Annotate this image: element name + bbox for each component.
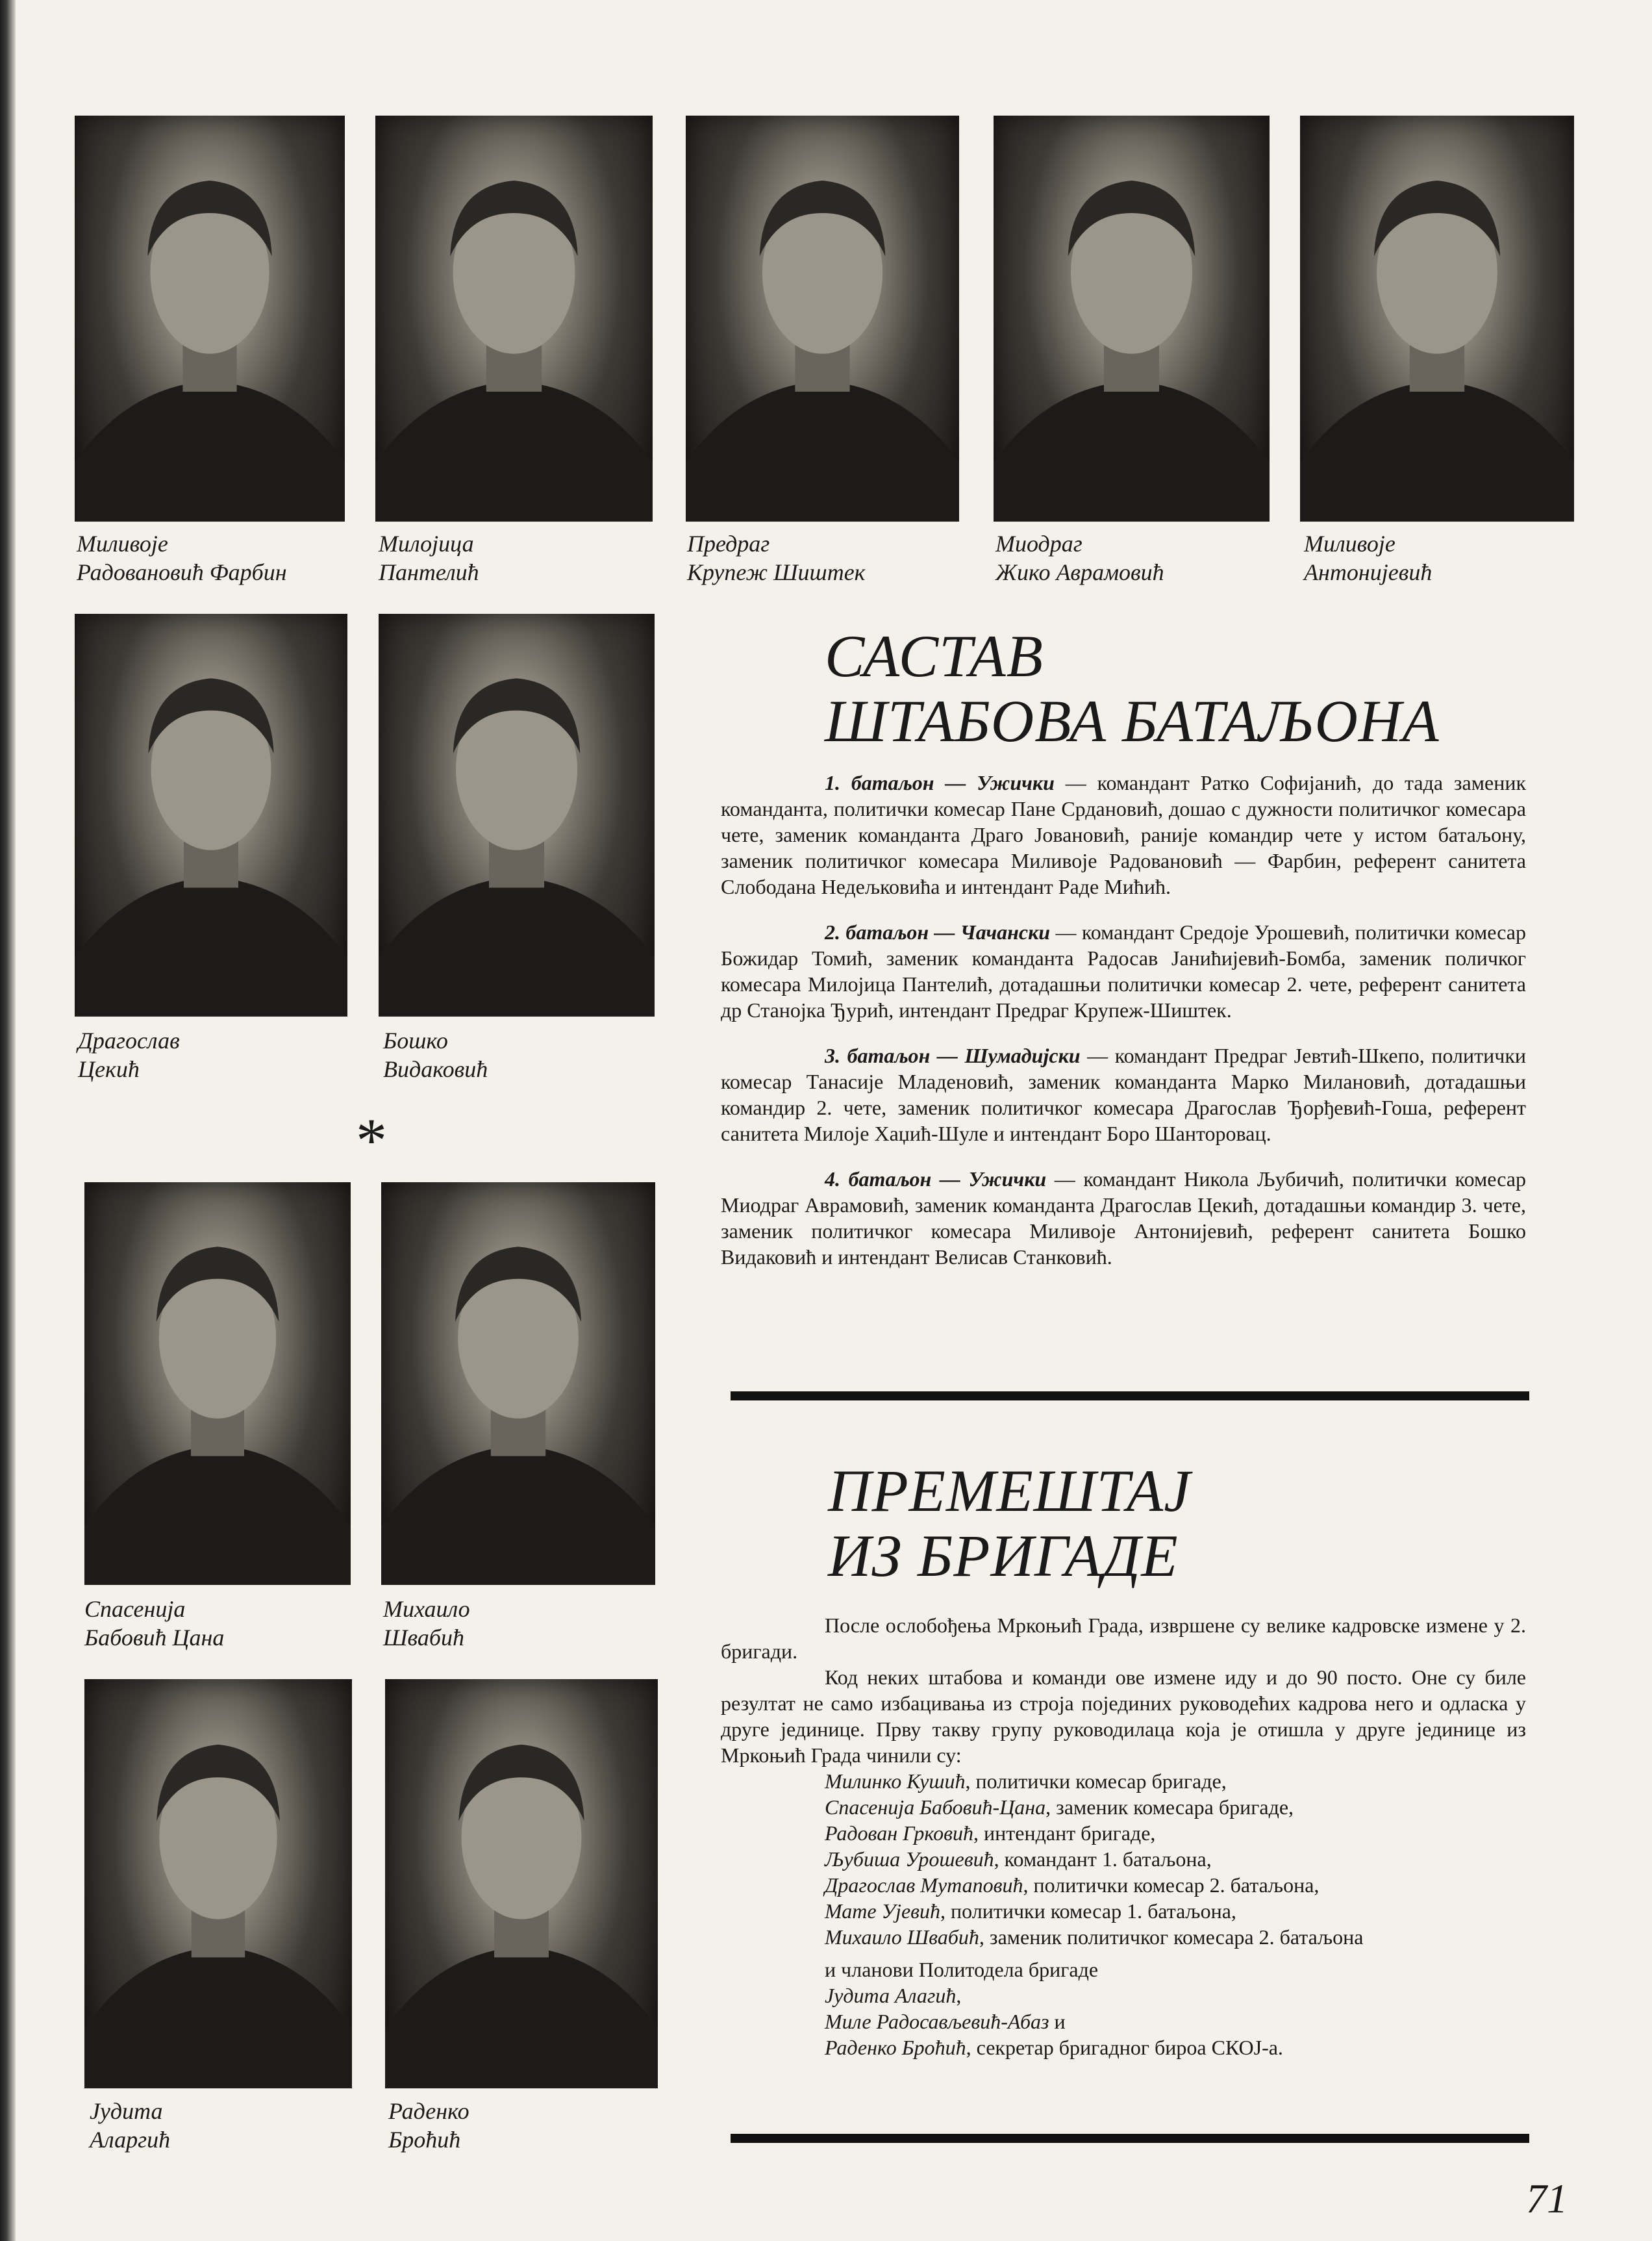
silhouette-shoulders [84, 1947, 352, 2088]
portrait-silhouette [84, 1182, 351, 1585]
portrait-photo-7 [379, 614, 655, 1017]
list-item: Мате Ујевић, политички комесар 1. батаљона, [825, 1899, 1236, 1923]
list-item: Михаило Швабић, заменик политичког комесара 2. батаљона [825, 1925, 1364, 1949]
portrait-photo-10 [84, 1679, 352, 2088]
portrait-photo-2 [375, 116, 653, 522]
list-item: Радован Грковић, интендант бригаде, [825, 1821, 1156, 1845]
battalion-staffs-text [721, 770, 1526, 1289]
list-item: Милинко Кушић, политички комесар бригаде, [825, 1769, 1227, 1793]
portrait-silhouette [686, 116, 959, 522]
silhouette-shoulders [75, 877, 347, 1017]
silhouette-shoulders [994, 381, 1270, 522]
section-title-battalion-staffs: САСТАВ ШТАБОВА БАТАЉОНА [825, 623, 1440, 754]
portrait-silhouette [375, 116, 653, 522]
silhouette-shoulders [381, 1445, 655, 1585]
portrait-silhouette [75, 614, 347, 1017]
photo-caption-10: Јудита Аларгић [90, 2098, 171, 2153]
photo-caption-5: Миливоје Антонијевић [1304, 531, 1433, 585]
portrait-silhouette [84, 1679, 352, 2088]
portrait-photo-8 [84, 1182, 351, 1585]
page-number: 71 [1526, 2175, 1568, 2222]
page-gutter-shadow [0, 0, 16, 2241]
paragraph-battalion-3: 3. батаљон — Шумадијски — командант Предраг Јевтић-Шкепо, политички комесар Танасије Младеновић, заменик команданта Марко Милановић, дотадашњи командир 2. чете, заменик политичког комесара Драгослав Ђорђевић-Гоша, референт санитета Милоје Хаџић-Шуле и интендант Боро Шанторовац. [721, 1044, 1527, 1145]
portrait-silhouette [379, 614, 655, 1017]
silhouette-shoulders [375, 381, 653, 522]
photo-caption-4: Миодраг Жико Аврамовић [995, 531, 1164, 585]
portrait-photo-5 [1300, 116, 1574, 522]
section-title-transfer: ПРЕМЕШТАЈ ИЗ БРИГАДЕ [828, 1458, 1192, 1589]
silhouette-shoulders [84, 1445, 351, 1585]
section-divider-top [731, 1391, 1529, 1400]
politodel-members-list [825, 1956, 1526, 2060]
paragraph-battalion-4: 4. батаљон — Ужички — командант Никола Љубичић, политички комесар Миодраг Аврамовић, заменик команданта Драгослав Цекић, дотадашњи командир 3. чете, заменик политичког комесара Миливоје Антонијевић, референт санитета Бошко Видаковић и интендант Велисав Станковић. [721, 1167, 1527, 1269]
photo-caption-3: Предраг Крупеж Шиштек [687, 531, 866, 585]
list-item: Раденко Броћић, секретар бригадног бироа СКОЈ-а. [825, 2036, 1283, 2059]
silhouette-shoulders [385, 1947, 658, 2088]
silhouette-shoulders [686, 381, 959, 522]
silhouette-shoulders [75, 381, 345, 522]
list-item: Драгослав Мутаповић, политички комесар 2. батаљона, [825, 1873, 1320, 1897]
section-divider-bottom [731, 2134, 1529, 2143]
portrait-photo-9 [381, 1182, 655, 1585]
photo-caption-1: Миливоје Радовановић Фарбин [77, 531, 287, 585]
paragraph-battalion-2: 2. батаљон — Чачански — командант Средоје Урошевић, политички комесар Божидар Томић, заменик команданта Радосав Јанићијевић-Бомба, заменик поличког комесара Милојица Пантелић, дотадашњи политички комесар 2. чете, референт санитета др Станојка Ђурић, интендант Предраг Крупеж-Шиштек. [721, 920, 1527, 1022]
members-intro: и чланови Политодела бригаде [825, 1958, 1099, 1981]
portrait-photo-11 [385, 1679, 658, 2088]
transferred-list [721, 1768, 1526, 1950]
photo-caption-9: Михаило Швабић [383, 1596, 470, 1651]
photo-caption-6: Драгослав Цекић [78, 1028, 180, 1082]
list-item: Љубиша Урошевић, командант 1. батаљона, [825, 1847, 1212, 1871]
portrait-silhouette [381, 1182, 655, 1585]
list-item: Спасенија Бабовић-Цана, заменик комесара бригаде, [825, 1795, 1294, 1819]
photo-caption-2: Милојица Пантелић [379, 531, 479, 585]
silhouette-shoulders [379, 877, 655, 1017]
portrait-photo-4 [994, 116, 1270, 522]
transfer-intro-2: Код неких штабова и команди ове измене иду и до 90 посто. Оне су биле резултат не само избацивања из строја појединих руководећих кадрова него и одласка у друге јединице. Прву такву групу руководилаца која је отишла у друге јединице из Мркоњић Града чинили су: [721, 1665, 1526, 1767]
photo-caption-8: Спасенија Бабовић Цана [84, 1596, 225, 1651]
list-item: Миле Радосављевић-Абаз и [825, 2010, 1066, 2033]
transfer-intro-1: После ослобођења Мркоњић Града, извршене су велике кадровске измене у 2. бригади. [721, 1614, 1526, 1663]
portrait-silhouette [385, 1679, 658, 2088]
photo-caption-11: Раденко Броћић [388, 2098, 469, 2153]
silhouette-shoulders [1300, 381, 1574, 522]
portrait-photo-1 [75, 116, 345, 522]
portrait-silhouette [75, 116, 345, 522]
photo-caption-7: Бошко Видаковић [383, 1028, 488, 1082]
transfer-text [721, 1612, 1526, 2060]
portrait-photo-3 [686, 116, 959, 522]
paragraph-battalion-1: 1. батаљон — Ужички — командант Ратко Софијанић, до тада заменик команданта, политички комесар Пане Срдановић, дошао с дужности политичког комесара чете, заменик команданта Драго Јовановић, раније командир чете у истом батаљону, заменик политичког комесара Миливоје Радовановић — Фарбин, референт санитета Слободана Недељковића и интендант Раде Мићић. [721, 771, 1527, 898]
portrait-silhouette [994, 116, 1270, 522]
asterisk-separator: * [356, 1106, 387, 1175]
portrait-photo-6 [75, 614, 347, 1017]
portrait-silhouette [1300, 116, 1574, 522]
list-item: Јудита Алагић, [825, 1984, 962, 2007]
